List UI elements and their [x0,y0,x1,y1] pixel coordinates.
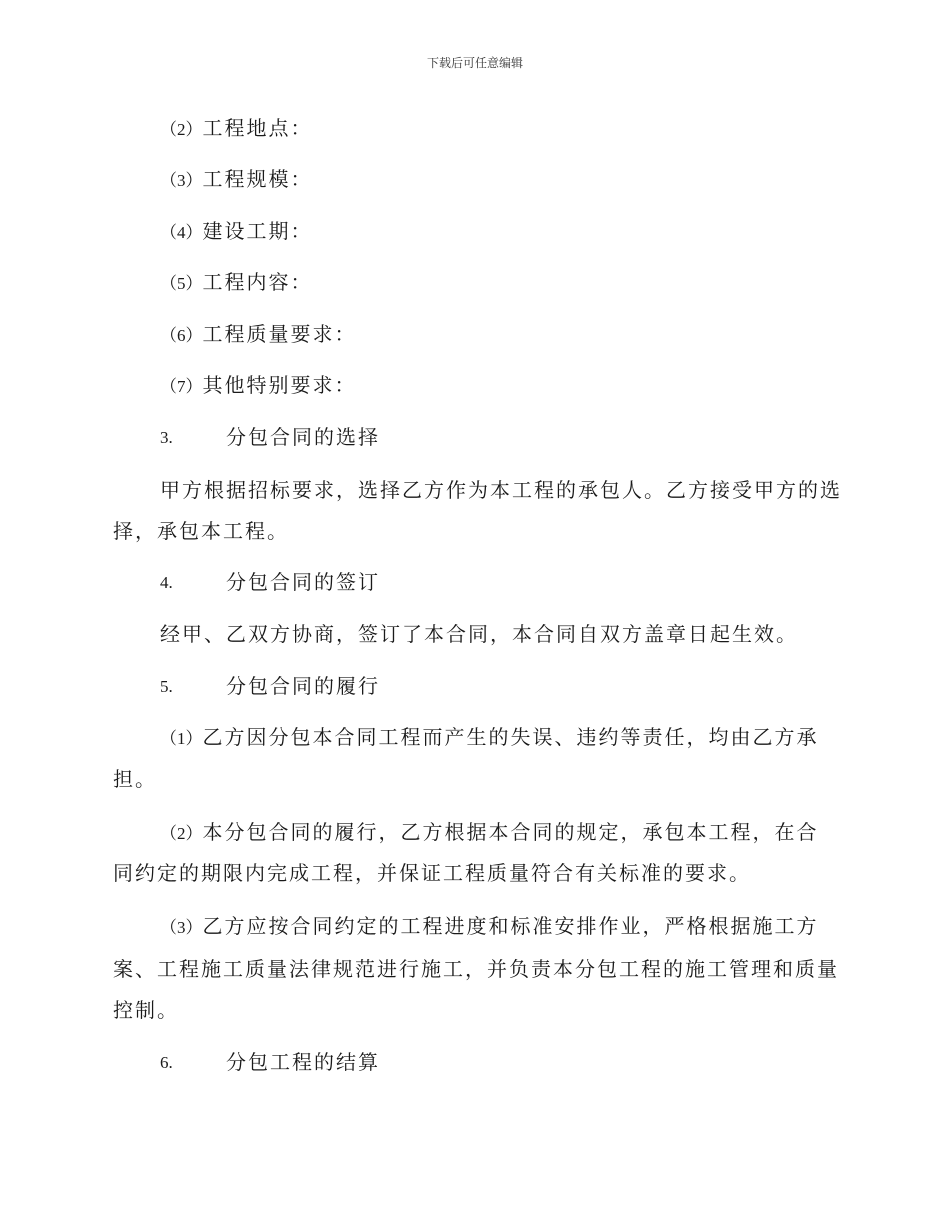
paragraph-line: 控制。 [113,998,179,1022]
section-title: 分包合同的选择 [226,425,380,449]
list-item-number: （2） [160,120,203,139]
section-title: 分包合同的履行 [226,674,380,698]
page-header: 下载后可任意编辑 [426,56,523,70]
section-title: 分包合同的签订 [226,570,380,594]
paragraph-line: 择，承包本工程。 [113,519,289,543]
section-number: 4. [160,573,173,592]
list-item-number: （7） [160,377,203,396]
section-number: 3. [160,428,173,447]
list-item-text: 工程质量要求： [202,322,357,346]
clause-number: （1） [160,729,203,748]
paragraph-line: 同约定的期限内完成工程，并保证工程质量符合有关标准的要求。 [113,861,751,885]
clause-text: 乙方因分包本合同工程而产生的失误、违约等责任，均由乙方承 [202,725,819,749]
clause-number: （2） [160,824,203,843]
list-item [160,322,357,348]
list-item-text: 建设工期： [202,219,313,243]
paragraph-line: 担。 [113,767,157,791]
paragraph-line [160,725,819,751]
list-item-number: （3） [160,171,203,190]
section-number: 5. [160,677,173,696]
paragraph-line: 案、工程施工质量法律规范进行施工，并负责本分包工程的施工管理和质量 [113,957,839,981]
paragraph-line: 经甲、乙双方协商，签订了本合同，本合同自双方盖章日起生效。 [160,622,798,646]
list-item [160,219,313,245]
list-item-number: （6） [160,326,203,345]
list-item [160,270,313,296]
list-item-text: 工程规模： [202,167,313,191]
list-item [160,116,313,142]
list-item-text: 工程内容： [202,270,313,294]
section-number: 6. [160,1053,173,1072]
list-item-text: 其他特别要求： [202,373,357,397]
list-item [160,373,357,399]
section-title: 分包工程的结算 [226,1050,380,1074]
list-item-text: 工程地点： [202,116,313,140]
clause-text: 乙方应按合同约定的工程进度和标准安排作业，严格根据施工方 [202,914,819,938]
clause-text: 本分包合同的履行，乙方根据本合同的规定，承包本工程，在合 [202,820,819,844]
list-item-number: （4） [160,223,203,242]
clause-number: （3） [160,918,203,937]
paragraph-line [160,914,819,940]
paragraph-line [160,820,819,846]
paragraph-line: 甲方根据招标要求，选择乙方作为本工程的承包人。乙方接受甲方的选 [160,478,842,502]
list-item [160,167,313,193]
list-item-number: （5） [160,274,203,293]
